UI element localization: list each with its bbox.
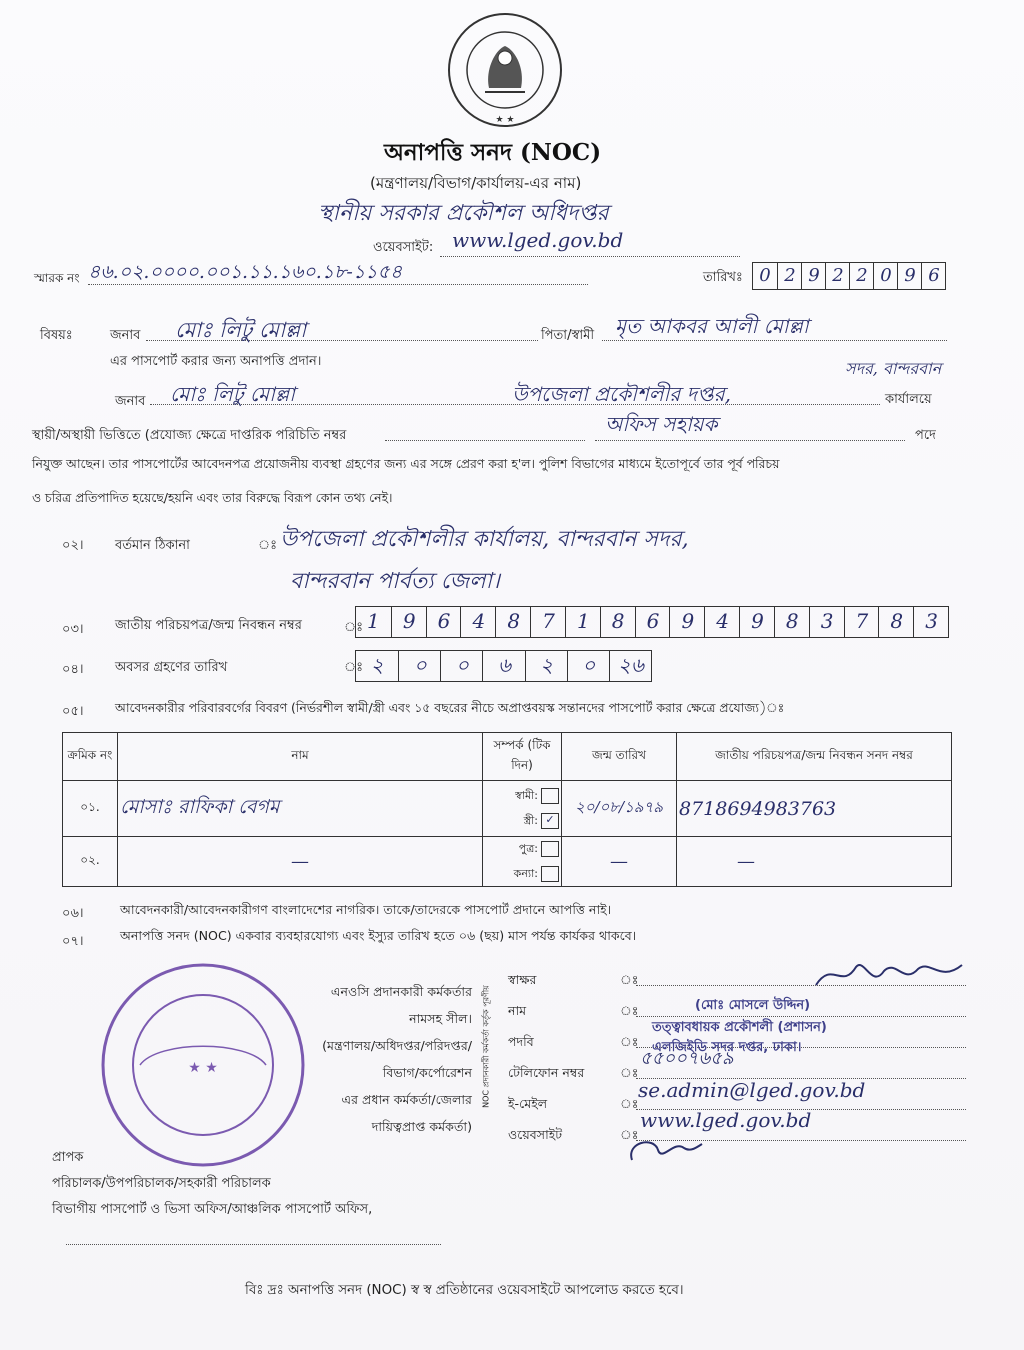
footnote: বিঃ দ্রঃ অনাপত্তি সনদ (NOC) স্ব স্ব প্রতিষ্ঠানের ওয়েবসাইটে আপলোড করতে হবে। <box>245 1283 684 1298</box>
table-row <box>63 781 952 837</box>
digit-box: 4 <box>704 607 740 637</box>
digit-box: 7 <box>844 607 880 637</box>
field-colons: ঃ ঃ ঃ ঃ ঃ ঃ <box>620 972 639 1142</box>
relation-option-2: কন্যা: <box>513 866 538 880</box>
header-name: নাম <box>118 733 483 781</box>
subject-line-2: এর পাসপোর্ট করার জন্য অনাপত্তি প্রদান। <box>110 354 322 369</box>
digit-box: 2 <box>825 263 850 289</box>
digit-box: 0 <box>873 263 898 289</box>
subject-label: বিষয়ঃ <box>40 328 73 343</box>
digit-box: 0 <box>759 265 771 286</box>
officer-name-stamp: (মোঃ মোসলে উদ্দিন) <box>695 998 811 1013</box>
officer-line-3: (মন্ত্রণালয়/অধিদপ্তর/পরিদপ্তর/ <box>322 1038 472 1053</box>
field-email-label: ই-মেইল <box>508 1096 548 1111</box>
designation: অফিস সহায়ক <box>605 412 718 436</box>
item-06-number: ০৬। <box>62 906 84 921</box>
field-telephone-label: টেলিফোন নম্বর <box>508 1065 585 1080</box>
header-nid: জাতীয় পরিচয়পত্র/জন্ম নিবন্ধন সনদ নম্বর <box>677 733 952 781</box>
recipient-line-1: পরিচালক/উপপরিচালক/সহকারী পরিচালক <box>52 1176 271 1191</box>
officer-line-2: নামসহ সীল। <box>409 1011 472 1026</box>
row-serial: ০২. <box>63 837 118 887</box>
item-03-label: জাতীয় পরিচয়পত্র/জন্ম নিবন্ধন নম্বর <box>115 618 302 633</box>
website-value: www.lged.gov.bd <box>452 228 624 252</box>
digit-box: ০ <box>440 651 483 681</box>
digit-box: 8 <box>878 607 914 637</box>
digit-box: ২৬ <box>609 651 652 681</box>
row-serial: ০১. <box>63 781 118 837</box>
item-05-label: আবেদনকারীর পরিবারবর্গের বিবরণ (নির্ভরশীল স্বামী/স্ত্রী এবং ১৫ বছরের নীচে অপ্রাপ্তবয়স্ক সন্তানদের পাসপোর্ট করার ক্ষেত্রে প্রযোজ্য)ঃ <box>115 700 785 715</box>
digit-box: 6 <box>635 607 671 637</box>
officer-block <box>300 978 472 1140</box>
svg-text:★ ★: ★ ★ <box>188 1060 218 1076</box>
digit-box: 2 <box>777 263 802 289</box>
item-03-colon: ঃ <box>344 620 364 635</box>
janab2-label: জনাব <box>115 394 146 409</box>
item-06-text: আবেদনকারী/আবেদনকারীগণ বাংলাদেশের নাগরিক। তাকে/তাদেরকে পাসপোর্ট প্রদানে আপত্তি নাই। <box>120 902 612 917</box>
item-07-number: ০৭। <box>62 934 84 949</box>
digit-box: 9 <box>897 263 922 289</box>
family-table <box>62 732 952 887</box>
field-designation-label: পদবি <box>508 1034 534 1049</box>
item-02-number: ০২। <box>62 538 84 553</box>
row-dob: — <box>562 837 677 887</box>
header-serial: ক্রমিক নং <box>63 733 118 781</box>
karyalaye-label: কার্যালয়ে <box>885 392 932 407</box>
digit-box: 1 <box>367 609 380 633</box>
relation-option-2: স্ত্রী: <box>523 813 538 827</box>
item-05-number: ০৫। <box>62 704 84 719</box>
website-label: ওয়েবসাইট: <box>373 240 434 255</box>
pade-label: পদে <box>915 428 936 443</box>
vertical-label: NOC প্রদানকারী কর্মকর্তা কর্তৃক পূরণীয় <box>481 985 491 1108</box>
digit-box: 2 <box>849 263 874 289</box>
relation-checkbox-2 <box>541 866 559 882</box>
janab-label: জনাব <box>110 328 141 343</box>
paragraph-line-2: ও চরিত্র প্রতিপাদিত হয়েছে/হয়নি এবং তার বিরুদ্ধে বিরূপ কোন তথ্য নেই। <box>32 490 393 505</box>
permanent-line: স্থায়ী/অস্থায়ী ভিত্তিতে (প্রযোজ্য ক্ষেত্রে দাপ্তরিক পরিচিতি নম্বর <box>32 428 347 443</box>
email-value: se.admin@lged.gov.bd <box>638 1078 866 1102</box>
address-line-2: বান্দরবান পার্বত্য জেলা। <box>290 569 500 594</box>
recipient-label: প্রাপক <box>52 1150 84 1165</box>
address-line-1: উপজেলা প্রকৌশলীর কার্যালয়, বান্দরবান সদর, <box>280 527 689 552</box>
field-signature-label: স্বাক্ষর <box>508 972 537 987</box>
item-07-text: অনাপত্তি সনদ (NOC) একবার ব্যবহারযোগ্য এবং ইস্যুর তারিখ হতে ০৬ (ছয়) মাস পর্যন্ত কার্যকর থাকবে। <box>120 928 637 943</box>
row-dob: ২০/০৮/১৯৭৯ <box>562 781 677 837</box>
father-name: মৃত আকবর আলী মোল্লা <box>615 314 809 338</box>
government-seal-icon <box>445 10 565 130</box>
ministry-subtitle: (মন্ত্রণালয়/বিভাগ/কার্যালয়-এর নাম) <box>370 174 582 192</box>
item-02-colon: ঃ <box>258 538 278 553</box>
item-04-label: অবসর গ্রহণের তারিখ <box>115 660 228 675</box>
digit-box: 9 <box>801 263 826 289</box>
digit-box: ২ <box>370 653 384 677</box>
signature-fields <box>508 964 584 1150</box>
retire-date-boxes <box>355 650 652 682</box>
officer-line-6: দায়িত্বপ্রাপ্ত কর্মকর্তা) <box>371 1119 472 1134</box>
applicant-name: মোঃ লিটু মোল্লা <box>175 318 307 342</box>
date-label: তারিখঃ <box>703 270 743 285</box>
officer-line-5: এর প্রধান কর্মকর্তা/জেলার <box>341 1092 472 1107</box>
row-nid: — <box>677 837 952 887</box>
row-nid: 8718694983763 <box>677 781 952 837</box>
digit-box: 4 <box>460 607 496 637</box>
digit-box: ০ <box>567 651 610 681</box>
digit-box: 3 <box>913 607 949 637</box>
digit-box: 8 <box>774 607 810 637</box>
digit-box: ২ <box>525 651 568 681</box>
nid-boxes <box>355 606 949 638</box>
svg-text:★ ★: ★ ★ <box>495 115 515 125</box>
office-name: স্থানীয় সরকার প্রকৌশল অধিদপ্তর <box>318 201 609 226</box>
page-title: অনাপত্তি সনদ (NOC) <box>384 139 602 166</box>
officer-line-4: বিভাগ/কর্পোরেশন <box>382 1065 472 1080</box>
date-boxes <box>752 262 946 290</box>
digit-box: 6 <box>426 607 462 637</box>
digit-box: ০ <box>398 651 441 681</box>
digit-box: 8 <box>600 607 636 637</box>
field-website-label: ওয়েবসাইট <box>508 1127 563 1142</box>
item-04-number: ০৪। <box>62 662 84 677</box>
recipient-line-2: বিভাগীয় পাসপোর্ট ও ভিসা অফিস/আঞ্চলিক পাসপোর্ট অফিস, <box>52 1202 373 1217</box>
office-seal-icon <box>98 960 308 1170</box>
digit-box: 9 <box>391 607 427 637</box>
memo-number: ৪৬.০২.০০০০.০০১.১১.১৬০.১৮-১১৫৪ <box>88 261 403 283</box>
relation-option-1: স্বামী: <box>515 788 538 802</box>
row-name: — <box>118 837 483 887</box>
field-name-label: নাম <box>508 1003 527 1018</box>
relation-checkbox-1 <box>541 841 559 857</box>
digit-box: 6 <box>921 263 946 289</box>
officer-title-stamp: তত্ত্বাবধায়ক প্রকৌশলী (প্রশাসন) <box>652 1020 827 1035</box>
father-label: পিতা/স্বামী <box>541 328 595 343</box>
item-02-label: বর্তমান ঠিকানা <box>115 538 190 553</box>
relation-checkbox-2: ✓ <box>541 813 559 829</box>
website-hand-value: www.lged.gov.bd <box>640 1108 812 1132</box>
digit-box: 9 <box>669 607 705 637</box>
relation-checkbox-1 <box>541 788 559 804</box>
item-03-number: ০৩। <box>62 622 84 637</box>
table-row <box>63 837 952 887</box>
signature-icon <box>812 955 972 995</box>
digit-box: 9 <box>739 607 775 637</box>
digit-box: 3 <box>809 607 845 637</box>
officer-office-stamp: এলজিইডি সদর দপ্তর, ঢাকা। <box>652 1040 802 1055</box>
digit-box: ৬ <box>482 651 525 681</box>
telephone-value: ৫৫০০৭৬৫৯ <box>640 1048 734 1069</box>
initials-icon <box>624 1130 704 1170</box>
row-name: মোসাঃ রাফিকা বেগম <box>118 781 483 837</box>
header-relation: সম্পর্ক (টিক দিন) <box>483 733 562 781</box>
item-04-colon: ঃ <box>344 660 364 675</box>
margin-note: সদর, বান্দরবান <box>845 359 942 378</box>
paragraph-line-1: নিযুক্ত আছেন। তার পাসপোর্টের আবেদনপত্র প্রয়োজনীয় ব্যবস্থা গ্রহণের জন্য এর সঙ্গে প্রেরণ করা হ'ল। পুলিশ বিভাগের মাধ্যমে ইতোপূর্বে তার পূর্ব পরিচয় <box>32 456 780 471</box>
memo-label: স্মারক নং <box>34 271 80 285</box>
applicant-name-2: মোঃ লিটু মোল্লা <box>170 382 295 406</box>
relation-option-1: পুত্র: <box>518 841 538 855</box>
digit-box: 7 <box>530 607 566 637</box>
office-handwritten: উপজেলা প্রকৌশলীর দপ্তর, <box>512 382 731 406</box>
officer-line-1: এনওসি প্রদানকারী কর্মকর্তার <box>330 984 472 999</box>
digit-box: 1 <box>565 607 601 637</box>
header-dob: জন্ম তারিখ <box>562 733 677 781</box>
digit-box: 8 <box>495 607 531 637</box>
